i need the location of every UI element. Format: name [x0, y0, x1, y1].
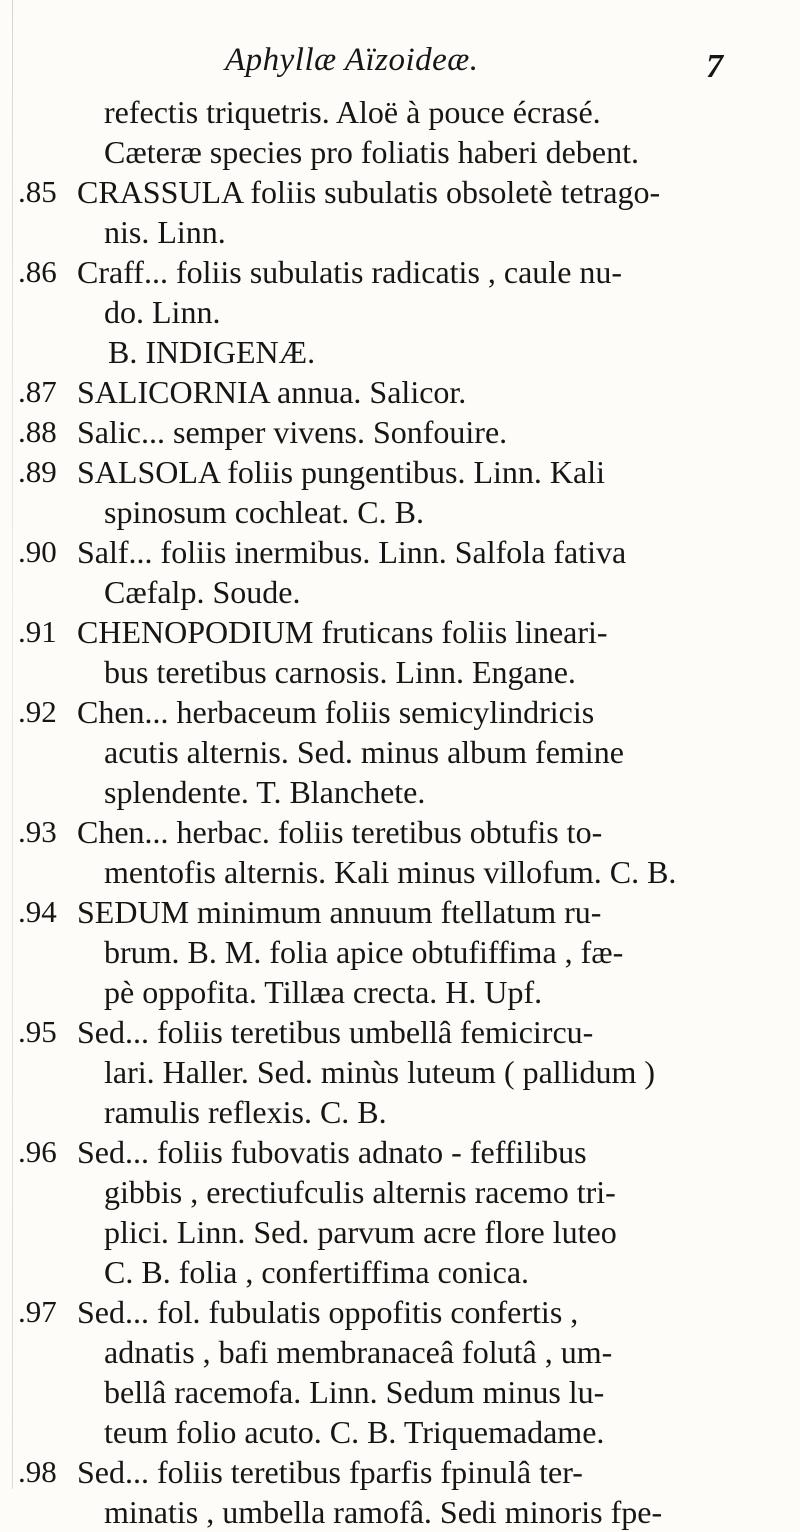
text-line — [0, 1372, 800, 1412]
entry-line-87 — [0, 372, 800, 412]
text-line — [0, 1492, 800, 1532]
entry-line-89 — [0, 452, 800, 492]
entry-number: .87 — [18, 374, 57, 409]
text-line — [0, 572, 800, 612]
entry-number: .92 — [18, 694, 57, 729]
text-line — [0, 1212, 800, 1252]
text-line — [0, 1092, 800, 1132]
text-line — [0, 852, 800, 892]
line-text: plici. Linn. Sed. parvum acre flore luteo — [104, 1214, 617, 1250]
running-head: Aphyllæ Aïzoideæ. — [225, 42, 479, 78]
line-text: Salf... foliis inermibus. Linn. Salfola fativa — [77, 534, 627, 570]
entry-number: .91 — [18, 614, 57, 649]
text-line — [0, 732, 800, 772]
line-text: B. INDIGENÆ. — [108, 334, 316, 370]
entry-line-96 — [0, 1132, 800, 1172]
entry-line-98 — [0, 1452, 800, 1492]
entry-number: .89 — [18, 454, 57, 489]
text-line — [0, 292, 800, 332]
text-line — [0, 1332, 800, 1372]
line-text: Craff... foliis subulatis radicatis , caule nu- — [77, 254, 623, 290]
line-text: splendente. T. Blanchete. — [104, 774, 426, 810]
line-text: CRASSULA foliis subulatis obsoletè tetrago- — [77, 174, 661, 210]
entry-number: .96 — [18, 1134, 57, 1169]
line-text: teum folio acuto. C. B. Triquemadame. — [104, 1414, 605, 1450]
line-text: Cæteræ species pro foliatis haberi debent. — [104, 134, 639, 170]
line-text: gibbis , erectiufculis alternis racemo tri- — [104, 1174, 616, 1210]
text-line — [0, 932, 800, 972]
page-header — [0, 42, 800, 92]
line-text: adnatis , bafi membranaceâ folutâ , um- — [104, 1334, 613, 1370]
text-body — [0, 92, 800, 1532]
line-text: bellâ racemofa. Linn. Sedum minus lu- — [104, 1374, 605, 1410]
line-text: nis. Linn. — [104, 214, 226, 250]
text-line — [0, 1412, 800, 1452]
text-line — [0, 772, 800, 812]
entry-line-97 — [0, 1292, 800, 1332]
line-text: mentofis alternis. Kali minus villofum. C. B. — [104, 854, 677, 890]
section-heading — [0, 332, 800, 372]
line-text: Salic... semper vivens. Sonfouire. — [77, 414, 508, 450]
entry-number: .98 — [18, 1454, 57, 1489]
line-text: Chen... herbac. foliis teretibus obtufis to- — [77, 814, 603, 850]
entry-number: .86 — [18, 254, 57, 289]
text-line — [0, 492, 800, 532]
line-text: Chen... herbaceum foliis semicylindricis — [77, 694, 595, 730]
entry-line-90 — [0, 532, 800, 572]
line-text: C. B. folia , confertiffima conica. — [104, 1254, 530, 1290]
entry-line-88 — [0, 412, 800, 452]
line-text: acutis alternis. Sed. minus album femine — [104, 734, 624, 770]
text-line — [0, 1252, 800, 1292]
entry-line-91 — [0, 612, 800, 652]
line-text: CHENOPODIUM fruticans foliis lineari- — [77, 614, 608, 650]
line-text: Cæfalp. Soude. — [104, 574, 301, 610]
text-line — [0, 92, 800, 132]
line-text: pè oppofita. Tillæa crecta. H. Upf. — [104, 974, 543, 1010]
entry-number: .90 — [18, 534, 57, 569]
entry-line-93 — [0, 812, 800, 852]
entry-number: .95 — [18, 1014, 57, 1049]
text-line — [0, 1172, 800, 1212]
entry-number: .94 — [18, 894, 57, 929]
line-text: spinosum cochleat. C. B. — [104, 494, 424, 530]
entry-line-86 — [0, 252, 800, 292]
entry-line-85 — [0, 172, 800, 212]
line-text: Sed... fol. fubulatis oppofitis confertis , — [77, 1294, 579, 1330]
entry-number: .88 — [18, 414, 57, 449]
line-text: SALICORNIA annua. Salicor. — [77, 374, 467, 410]
entry-number: .85 — [18, 174, 57, 209]
text-line — [0, 132, 800, 172]
line-text: SALSOLA foliis pungentibus. Linn. Kali — [77, 454, 605, 490]
line-text: bus teretibus carnosis. Linn. Engane. — [104, 654, 576, 690]
line-text: ramulis reflexis. C. B. — [104, 1094, 387, 1130]
line-text: Sed... foliis teretibus fparfis fpinulâ ter- — [77, 1454, 583, 1490]
text-line — [0, 652, 800, 692]
line-text: brum. B. M. folia apice obtufiffima , fæ- — [104, 934, 624, 970]
line-text: lari. Haller. Sed. minùs luteum ( pallidum ) — [104, 1054, 656, 1090]
entry-line-92 — [0, 692, 800, 732]
entry-number: .97 — [18, 1294, 57, 1329]
page-number: 7 — [706, 48, 723, 85]
line-text: Sed... foliis teretibus umbellâ femicircu- — [77, 1014, 594, 1050]
line-text: do. Linn. — [104, 294, 221, 330]
line-text: Sed... foliis fubovatis adnato - feffilibus — [77, 1134, 587, 1170]
line-text: SEDUM minimum annuum ftellatum ru- — [77, 894, 602, 930]
entry-number: .93 — [18, 814, 57, 849]
line-text: minatis , umbella ramofâ. Sedi minoris fpe- — [104, 1494, 663, 1530]
entry-line-94 — [0, 892, 800, 932]
text-line — [0, 212, 800, 252]
entry-line-95 — [0, 1012, 800, 1052]
text-line — [0, 1052, 800, 1092]
text-line — [0, 972, 800, 1012]
line-text: refectis triquetris. Aloë à pouce écrasé. — [104, 94, 601, 130]
